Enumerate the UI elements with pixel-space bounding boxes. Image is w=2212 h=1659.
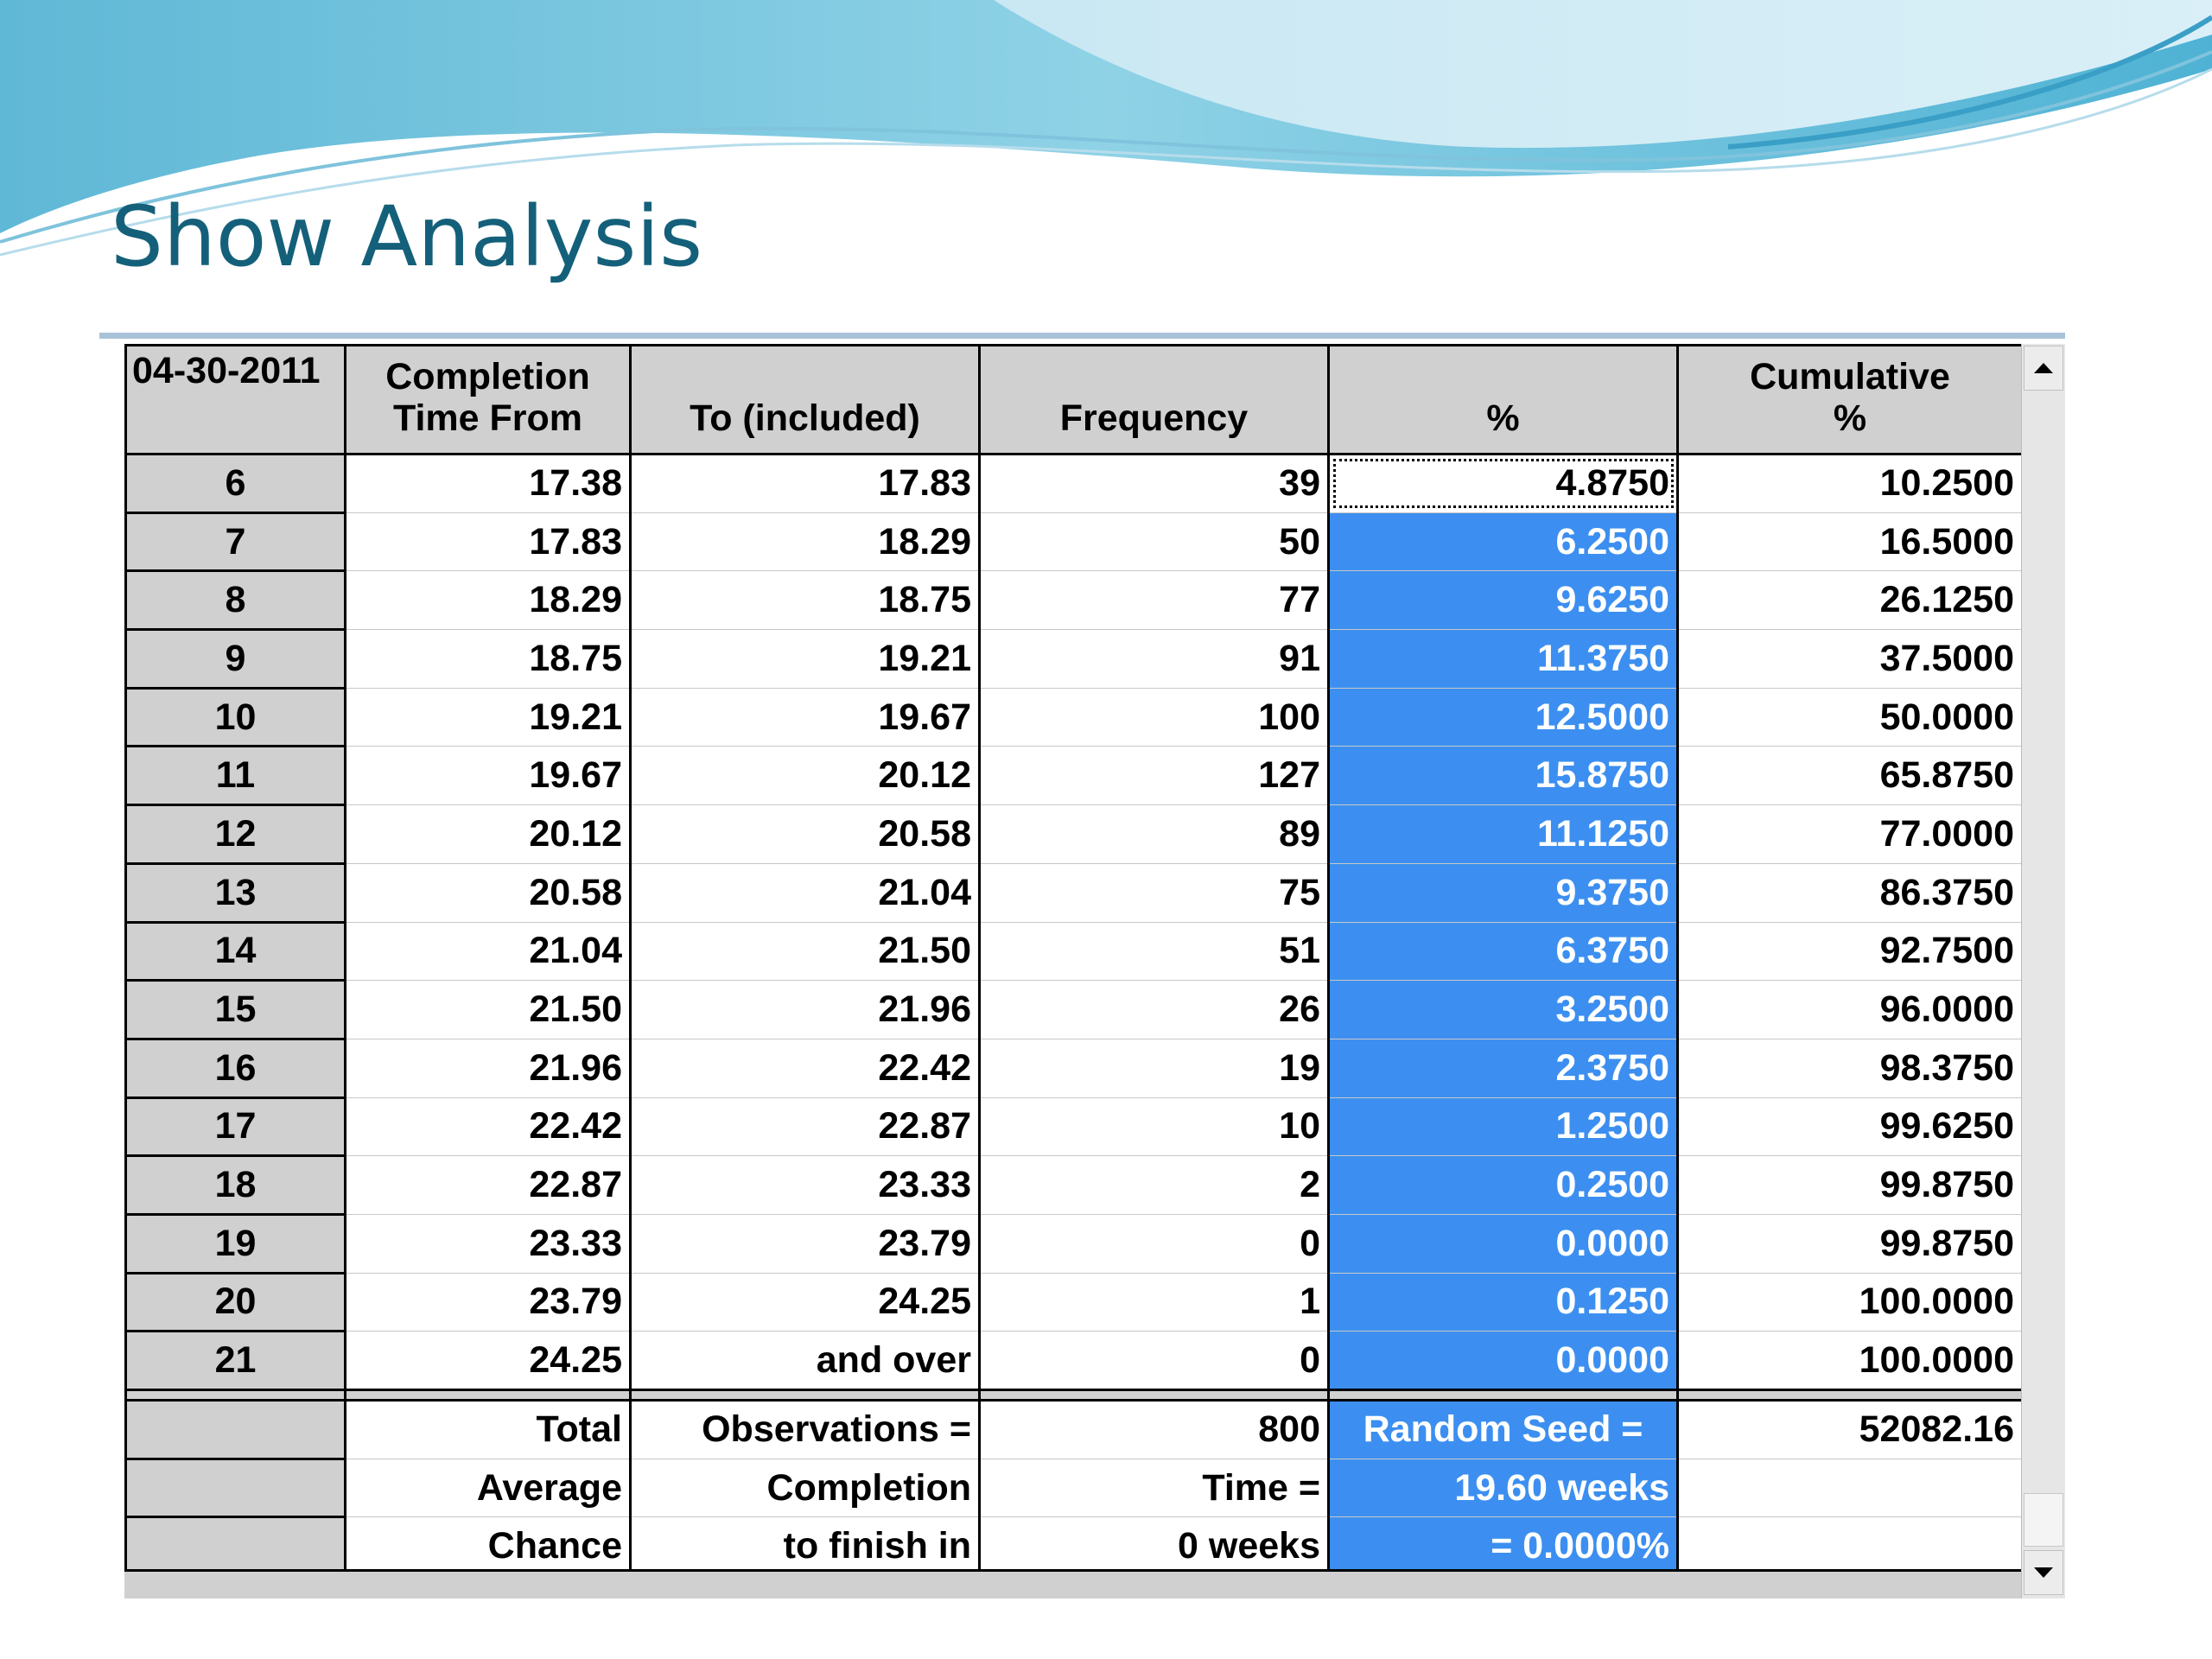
cell-cumulative[interactable]: 65.8750: [1678, 747, 2023, 805]
col-header-cumulative[interactable]: [1678, 346, 2023, 454]
summary-label[interactable]: Random Seed =: [1329, 1401, 1678, 1459]
scroll-up-button[interactable]: [2024, 346, 2063, 391]
cell-from[interactable]: 21.04: [346, 922, 631, 981]
summary-value[interactable]: 19.60 weeks: [1329, 1459, 1678, 1517]
cell-percent[interactable]: 0.0000: [1329, 1332, 1678, 1390]
cell-to[interactable]: 23.33: [631, 1156, 980, 1215]
cell-frequency[interactable]: 77: [980, 571, 1329, 630]
cell-cumulative[interactable]: 16.5000: [1678, 512, 2023, 571]
cell-cumulative[interactable]: 37.5000: [1678, 630, 2023, 689]
cell-from[interactable]: 17.83: [346, 512, 631, 571]
cell-percent[interactable]: 11.3750: [1329, 630, 1678, 689]
summary-value[interactable]: = 0.0000%: [1329, 1517, 1678, 1576]
cell-from[interactable]: 20.58: [346, 863, 631, 922]
cell-percent[interactable]: 11.1250: [1329, 805, 1678, 864]
row-number[interactable]: 21: [126, 1332, 346, 1390]
cell-from[interactable]: 17.38: [346, 454, 631, 513]
cell-percent[interactable]: 9.6250: [1329, 571, 1678, 630]
cell-frequency[interactable]: 51: [980, 922, 1329, 981]
summary-label[interactable]: to finish in: [631, 1517, 980, 1576]
cell-percent[interactable]: 0.0000: [1329, 1214, 1678, 1273]
row-number[interactable]: 9: [126, 630, 346, 689]
table-row[interactable]: [126, 863, 2023, 922]
cell-frequency[interactable]: 0: [980, 1214, 1329, 1273]
row-number[interactable]: 12: [126, 805, 346, 864]
cell-cumulative[interactable]: 99.8750: [1678, 1214, 2023, 1273]
col-header-cumulative-line1: Cumulative: [1750, 356, 1950, 397]
cell-to[interactable]: 20.12: [631, 747, 980, 805]
row-number[interactable]: 20: [126, 1273, 346, 1332]
cell-from[interactable]: 23.79: [346, 1273, 631, 1332]
cell-from[interactable]: 21.96: [346, 1039, 631, 1097]
cell-percent[interactable]: 0.1250: [1329, 1273, 1678, 1332]
summary-value[interactable]: 800: [980, 1401, 1329, 1459]
cell-to[interactable]: 24.25: [631, 1273, 980, 1332]
cell-cumulative[interactable]: 10.2500: [1678, 454, 2023, 513]
cell-cumulative[interactable]: 100.0000: [1678, 1273, 2023, 1332]
cell-to[interactable]: 19.67: [631, 688, 980, 747]
table-row[interactable]: [126, 747, 2023, 805]
cell-cumulative[interactable]: 99.6250: [1678, 1097, 2023, 1156]
summary-label[interactable]: Chance: [346, 1517, 631, 1576]
cell-cumulative[interactable]: 96.0000: [1678, 981, 2023, 1039]
row-number[interactable]: 15: [126, 981, 346, 1039]
table-row[interactable]: [126, 1156, 2023, 1215]
cell-to[interactable]: 20.58: [631, 805, 980, 864]
cell-cumulative[interactable]: 77.0000: [1678, 805, 2023, 864]
cell-frequency[interactable]: 1: [980, 1273, 1329, 1332]
summary-empty-cell[interactable]: [1678, 1459, 2023, 1517]
cell-percent[interactable]: 2.3750: [1329, 1039, 1678, 1097]
table-row[interactable]: [126, 805, 2023, 864]
table-row[interactable]: [126, 1332, 2023, 1390]
table-row[interactable]: [126, 454, 2023, 513]
summary-separator: [126, 1390, 2023, 1401]
row-number[interactable]: 6: [126, 454, 346, 513]
cell-from[interactable]: 21.50: [346, 981, 631, 1039]
summary-value[interactable]: 52082.16: [1678, 1401, 2023, 1459]
scroll-down-button[interactable]: [2024, 1550, 2063, 1595]
table-row[interactable]: [126, 571, 2023, 630]
cell-frequency[interactable]: 39: [980, 454, 1329, 513]
cell-cumulative[interactable]: 100.0000: [1678, 1332, 2023, 1390]
cell-cumulative[interactable]: 98.3750: [1678, 1039, 2023, 1097]
horizontal-scroll-area[interactable]: [124, 1569, 2021, 1599]
row-number[interactable]: 8: [126, 571, 346, 630]
summary-label[interactable]: Completion: [631, 1459, 980, 1517]
cell-to[interactable]: 17.83: [631, 454, 980, 513]
cell-to[interactable]: 22.87: [631, 1097, 980, 1156]
table-row[interactable]: [126, 922, 2023, 981]
cell-frequency[interactable]: 26: [980, 981, 1329, 1039]
cell-to[interactable]: 23.79: [631, 1214, 980, 1273]
summary-row-chance[interactable]: [126, 1517, 2023, 1576]
table-row[interactable]: [126, 688, 2023, 747]
cell-from[interactable]: 19.67: [346, 747, 631, 805]
cell-percent[interactable]: 1.2500: [1329, 1097, 1678, 1156]
header-row: [126, 346, 2023, 454]
cell-percent[interactable]: 4.8750: [1329, 454, 1678, 513]
table-row[interactable]: [126, 512, 2023, 571]
col-header-percent[interactable]: %: [1329, 346, 1678, 454]
col-header-cumulative-line2: %: [1833, 397, 1867, 439]
cell-frequency[interactable]: 0: [980, 1332, 1329, 1390]
frequency-table: [124, 344, 2024, 1577]
triangle-up-icon: [2033, 362, 2054, 374]
cell-frequency[interactable]: 89: [980, 805, 1329, 864]
table-row[interactable]: [126, 630, 2023, 689]
cell-to[interactable]: and over: [631, 1332, 980, 1390]
analysis-grid-window: [124, 344, 2065, 1599]
cell-frequency[interactable]: 100: [980, 688, 1329, 747]
cell-frequency[interactable]: 127: [980, 747, 1329, 805]
summary-row-total[interactable]: [126, 1401, 2023, 1459]
cell-percent[interactable]: 0.2500: [1329, 1156, 1678, 1215]
summary-empty-cell[interactable]: [1678, 1517, 2023, 1576]
summary-label[interactable]: Time =: [980, 1459, 1329, 1517]
cell-to[interactable]: 21.04: [631, 863, 980, 922]
row-number[interactable]: 17: [126, 1097, 346, 1156]
summary-label[interactable]: Observations =: [631, 1401, 980, 1459]
table-row[interactable]: [126, 1214, 2023, 1273]
col-header-time-from-line1: Completion: [385, 356, 590, 397]
slide-title: Show Analysis: [111, 188, 703, 285]
cell-from[interactable]: 20.12: [346, 805, 631, 864]
row-number[interactable]: 16: [126, 1039, 346, 1097]
cell-percent[interactable]: 6.3750: [1329, 922, 1678, 981]
row-number[interactable]: 19: [126, 1214, 346, 1273]
row-number[interactable]: 14: [126, 922, 346, 981]
cell-from[interactable]: 23.33: [346, 1214, 631, 1273]
cell-to[interactable]: 19.21: [631, 630, 980, 689]
cell-cumulative[interactable]: 86.3750: [1678, 863, 2023, 922]
cell-from[interactable]: 22.42: [346, 1097, 631, 1156]
col-header-frequency[interactable]: Frequency: [980, 346, 1329, 454]
cell-percent[interactable]: 15.8750: [1329, 747, 1678, 805]
col-header-time-from-line2: Time From: [392, 397, 583, 439]
cell-percent[interactable]: 12.5000: [1329, 688, 1678, 747]
cell-from[interactable]: 22.87: [346, 1156, 631, 1215]
row-number[interactable]: 13: [126, 863, 346, 922]
table-row[interactable]: [126, 1273, 2023, 1332]
table-row[interactable]: [126, 981, 2023, 1039]
summary-row-header[interactable]: [126, 1517, 346, 1576]
summary-row-header[interactable]: [126, 1459, 346, 1517]
cell-from[interactable]: 18.75: [346, 630, 631, 689]
cell-to[interactable]: 18.75: [631, 571, 980, 630]
row-number[interactable]: 7: [126, 512, 346, 571]
cell-cumulative[interactable]: 50.0000: [1678, 688, 2023, 747]
cell-cumulative[interactable]: 99.8750: [1678, 1156, 2023, 1215]
row-number[interactable]: 11: [126, 747, 346, 805]
col-header-time-from[interactable]: [346, 346, 631, 454]
cell-to[interactable]: 21.50: [631, 922, 980, 981]
col-header-to[interactable]: To (included): [631, 346, 980, 454]
summary-label[interactable]: Total: [346, 1401, 631, 1459]
title-divider: [99, 333, 2065, 339]
cell-cumulative[interactable]: 26.1250: [1678, 571, 2023, 630]
cell-to[interactable]: 18.29: [631, 512, 980, 571]
summary-value[interactable]: 0 weeks: [980, 1517, 1329, 1576]
cell-percent[interactable]: 9.3750: [1329, 863, 1678, 922]
cell-frequency[interactable]: 75: [980, 863, 1329, 922]
summary-row-header[interactable]: [126, 1401, 346, 1459]
cell-from[interactable]: 24.25: [346, 1332, 631, 1390]
row-number[interactable]: 18: [126, 1156, 346, 1215]
triangle-down-icon: [2033, 1567, 2054, 1579]
table-row[interactable]: [126, 1039, 2023, 1097]
table-row[interactable]: [126, 1097, 2023, 1156]
cell-percent[interactable]: 6.2500: [1329, 512, 1678, 571]
cell-frequency[interactable]: 10: [980, 1097, 1329, 1156]
cell-to[interactable]: 21.96: [631, 981, 980, 1039]
vertical-scrollbar[interactable]: [2021, 344, 2065, 1599]
cell-frequency[interactable]: 50: [980, 512, 1329, 571]
cell-from[interactable]: 18.29: [346, 571, 631, 630]
cell-frequency[interactable]: 2: [980, 1156, 1329, 1215]
cell-frequency[interactable]: 19: [980, 1039, 1329, 1097]
summary-row-average[interactable]: [126, 1459, 2023, 1517]
summary-label[interactable]: Average: [346, 1459, 631, 1517]
cell-to[interactable]: 22.42: [631, 1039, 980, 1097]
cell-from[interactable]: 19.21: [346, 688, 631, 747]
cell-percent[interactable]: 3.2500: [1329, 981, 1678, 1039]
corner-header[interactable]: 04-30-2011: [126, 346, 346, 454]
cell-frequency[interactable]: 91: [980, 630, 1329, 689]
row-number[interactable]: 10: [126, 688, 346, 747]
cell-cumulative[interactable]: 92.7500: [1678, 922, 2023, 981]
scroll-thumb[interactable]: [2024, 1493, 2063, 1547]
